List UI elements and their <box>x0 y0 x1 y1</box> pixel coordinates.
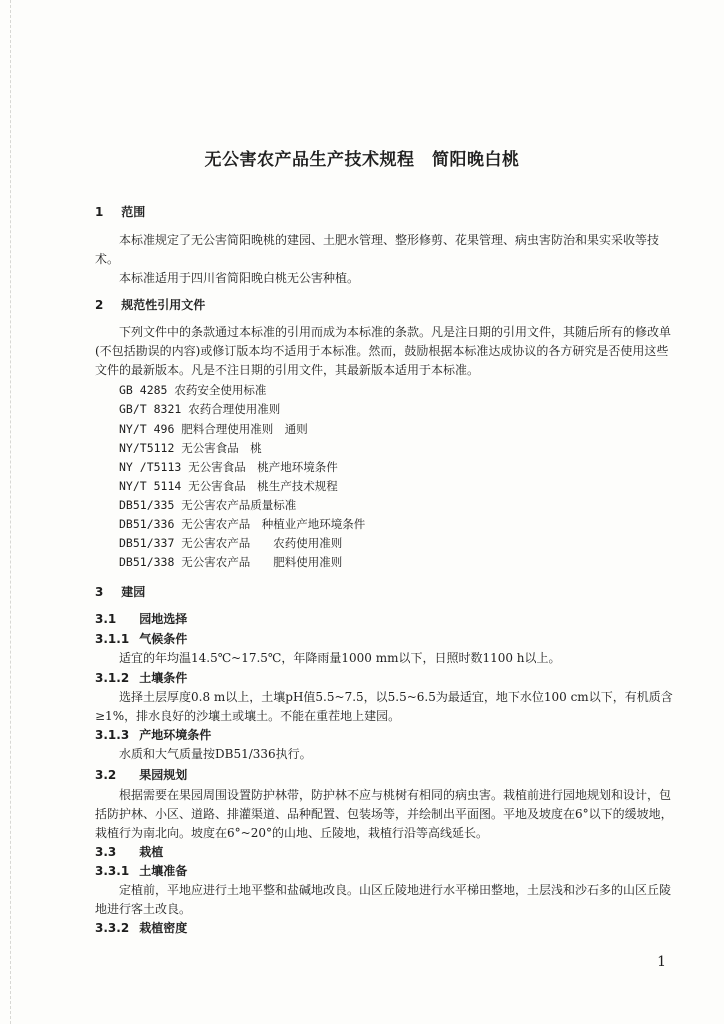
section-number: 1 <box>95 205 104 219</box>
section-3-1-2-heading <box>95 669 187 686</box>
reference-item: NY /T5113 无公害食品 桃产地环境条件 <box>119 460 338 474</box>
page-number: 1 <box>657 954 666 970</box>
section-number: 3.2 <box>95 768 117 782</box>
section-3-1-3-paragraph: 水质和大气质量按DB51/336执行。 <box>119 747 312 761</box>
section-3-2-paragraph: 根据需要在果园周围设置防护林带，防护林不应与桃树有相同的病虫害。栽植前进行园地规划和设计，包括防护林、小区、道路、排灌渠道、品种配置、包装场等，并绘制出平面图。平地及坡度在6°以下的缓坡地，栽植行为南北向。坡度在6°~20°的山地、丘陵地，栽植行沿等高线延长。 <box>95 788 673 840</box>
reference-item: GB/T 8321 农药合理使用准则 <box>119 402 281 416</box>
section-title: 产地环境条件 <box>139 728 212 742</box>
section-title: 气候条件 <box>139 632 188 646</box>
section-3-1-heading <box>95 610 187 627</box>
reference-item: GB 4285 农药安全使用标准 <box>119 383 267 397</box>
section-2-heading <box>95 296 205 313</box>
section-3-3-1-paragraph: 定植前，平地应进行土地平整和盐碱地改良。山区丘陵地进行水平梯田整地，土层浅和沙石多的山区丘陵地进行客土改良。 <box>95 883 672 916</box>
document-title: 无公害农产品生产技术规程 简阳晚白桃 <box>204 150 520 170</box>
section-2-paragraph: 下列文件中的条款通过本标准的引用而成为本标准的条款。凡是注日期的引用文件，其随后所有的修改单(不包括勘误的内容)或修订版本均不适用于本标准。然而，鼓励根据本标准达成协议的各方研究是否使用这些文件的最新版本。凡是不注日期的引用文件，其最新版本适用于本标准。 <box>95 325 672 377</box>
section-number: 2 <box>95 298 104 312</box>
reference-item: NY/T5112 无公害食品 桃 <box>119 441 262 455</box>
section-number: 3.3.2 <box>95 921 130 935</box>
section-number: 3.1.2 <box>95 671 130 685</box>
section-title: 栽植密度 <box>139 921 188 935</box>
section-3-heading <box>95 583 145 600</box>
section-3-1-1-heading <box>95 630 187 647</box>
section-number: 3 <box>95 585 104 599</box>
section-title: 范围 <box>121 205 146 219</box>
reference-item: NY/T 496 肥料合理使用准则 通则 <box>119 422 308 436</box>
reference-item: DB51/336 无公害农产品 种植业产地环境条件 <box>119 517 366 531</box>
section-title: 土壤准备 <box>139 864 188 878</box>
section-title: 土壤条件 <box>139 671 188 685</box>
section-number: 3.3.1 <box>95 864 130 878</box>
section-number: 3.3 <box>95 845 117 859</box>
section-3-3-heading <box>95 843 163 860</box>
section-1-paragraph-2: 本标准适用于四川省简阳晚白桃无公害种植。 <box>119 271 360 285</box>
section-number: 3.1.3 <box>95 728 130 742</box>
section-number: 3.1 <box>95 612 117 626</box>
section-1-heading <box>95 203 145 220</box>
section-3-1-2-paragraph: 选择土层厚度0.8 m以上，土壤pH值5.5~7.5，以5.5~6.5为最适宜，地下水位100 cm以下，有机质含≥1%，排水良好的沙壤土或壤土。不能在重茬地上建园。 <box>95 690 673 723</box>
reference-item: NY/T 5114 无公害食品 桃生产技术规程 <box>119 479 338 493</box>
reference-item: DB51/335 无公害农产品质量标准 <box>119 498 297 512</box>
section-3-1-1-paragraph: 适宜的年均温14.5℃~17.5℃，年降雨量1000 mm以下，日照时数1100 h以上。 <box>119 651 561 665</box>
section-number: 3.1.1 <box>95 632 130 646</box>
reference-item: DB51/337 无公害农产品 农药使用准则 <box>119 536 343 550</box>
section-1-paragraph-1: 本标准规定了无公害简阳晚桃的建园、土肥水管理、整形修剪、花果管理、病虫害防治和果实采收等技术。 <box>95 233 660 266</box>
section-title: 规范性引用文件 <box>121 298 206 312</box>
section-title: 果园规划 <box>139 768 188 782</box>
section-title: 栽植 <box>139 845 164 859</box>
reference-item: DB51/338 无公害农产品 肥料使用准则 <box>119 555 343 569</box>
section-title: 园地选择 <box>139 612 188 626</box>
section-3-3-1-heading <box>95 862 187 879</box>
section-3-1-3-heading <box>95 726 211 743</box>
section-3-3-2-heading <box>95 919 187 936</box>
section-3-2-heading <box>95 766 187 783</box>
section-title: 建园 <box>121 585 146 599</box>
